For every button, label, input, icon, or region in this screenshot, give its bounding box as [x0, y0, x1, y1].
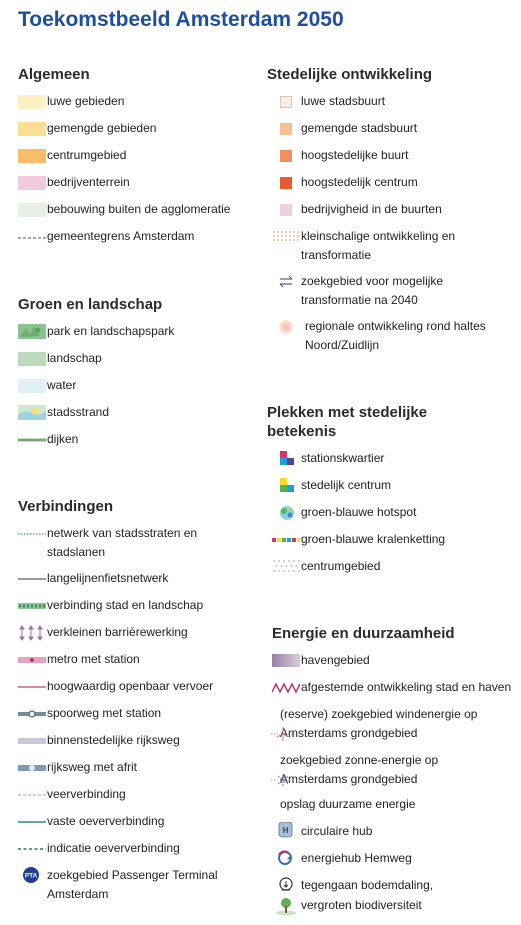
road-line-icon [18, 731, 46, 749]
legend-item-veerverbinding: veerverbinding [18, 785, 126, 804]
hub-icon [272, 822, 300, 840]
legend-item-stationskwartier: stationskwartier [272, 449, 384, 468]
dashed-line-icon [18, 227, 46, 245]
landschap-swatch-icon [18, 352, 46, 366]
ferry-line-icon [18, 785, 46, 803]
legend-item-hoogstedelijke-buurt: hoogstedelijke buurt [272, 146, 408, 165]
legend-item-energiehub: energiehub Hemweg [272, 849, 412, 868]
legend-item-bodemdaling: tegengaan bodemdaling, [272, 876, 433, 895]
legend-item-circulaire-hub: H circulaire hub [272, 822, 372, 841]
legend-item-verbinding-stad-landschap: verbinding stad en landschap [18, 596, 203, 615]
legend-item-kleinschalig: kleinschalige ontwikkeling en transformatie [272, 227, 492, 265]
subsidence-icon [272, 876, 300, 894]
legend-item-zonne-energie: zoekgebied zonne-energie op Amsterdams grondgebied [280, 753, 439, 786]
legend-item-fietsnetwerk: langelijnenfietsnetwerk [18, 569, 168, 588]
legend-item-regionale-ontwikkeling: regionale ontwikkeling rond haltes Noord/Zuidlijn [272, 317, 497, 355]
legend-item-dijken: dijken [18, 430, 78, 449]
legend-item-indicatie-oeververbinding: indicatie oeververbinding [18, 839, 180, 858]
swatch-gemengd-icon [18, 122, 46, 136]
harbour-swatch-icon [272, 651, 300, 669]
legend-item-hoogstedelijk-centrum: hoogstedelijk centrum [272, 173, 418, 192]
legend-item-kralenketting: groen-blauwe kralenketting [272, 530, 445, 549]
water-swatch-icon [18, 379, 46, 393]
section-title-verbindingen: Verbindingen [18, 498, 114, 515]
zigzag-line-icon [272, 678, 300, 696]
legend-item-opslag: opslag duurzame energie [280, 797, 416, 811]
legend-item-bedrijvigheid: bedrijvigheid in de buurten [272, 200, 442, 219]
legend-item-park: park en landschapspark [18, 322, 174, 341]
section-title-plekken: Plekken met stedelijke betekenis [267, 404, 428, 440]
section-title-algemeen: Algemeen [18, 66, 90, 83]
legend-item-transformatie-2040: zoekgebied voor mogelijke transformatie na 2040 [272, 272, 497, 310]
legend-item-stadsstraten: netwerk van stadsstraten en stadslanen [18, 524, 218, 562]
legend-item-gemengde-gebieden: gemengde gebieden [18, 119, 156, 138]
legend-item-windenergie: (reserve) zoekgebied windenergie op Amsterdams grondgebied [280, 707, 478, 740]
pta-icon [18, 866, 46, 884]
legend-item-luwe-gebieden: luwe gebieden [18, 92, 124, 111]
highway-line-icon [18, 758, 46, 776]
legend-item-landschap: landschap [18, 349, 102, 368]
legend-item-bebouwing-buiten: bebouwing buiten de agglomeratie [18, 200, 230, 219]
legend-item-gemengde-stadsbuurt: gemengde stadsbuurt [272, 119, 417, 138]
tree-icon [272, 896, 300, 916]
centre-dots-icon [272, 557, 300, 575]
dot-grid-icon [272, 227, 300, 245]
bridge-dashed-line-icon [18, 839, 46, 857]
legend-item-stad-haven: afgestemde ontwikkeling stad en haven [272, 678, 511, 697]
double-arrows-icon [18, 623, 46, 641]
legend-item-rijksweg-afrit: rijksweg met afrit [18, 758, 137, 777]
legend-item-barrierewerking: verkleinen barrièrewerking [18, 623, 188, 642]
legend-item-pta: PTA zoekgebied Passenger Terminal Amsterdam [18, 866, 238, 904]
legend-item-stadsstrand: stadsstrand [18, 403, 109, 422]
square-luwe-icon [280, 96, 292, 108]
legend-item-hotspot: groen-blauwe hotspot [272, 503, 416, 522]
swatch-centrum-icon [18, 149, 46, 163]
svg-text:PTA: PTA [24, 872, 38, 880]
sun-icon [270, 772, 296, 788]
legend-item-luwe-stadsbuurt: luwe stadsbuurt [272, 92, 385, 111]
hov-line-icon [18, 677, 46, 695]
thin-line-icon [18, 569, 46, 587]
swatch-bedrijven-icon [18, 176, 46, 190]
legend-item-water: water [18, 376, 76, 395]
square-hoog-icon [280, 150, 292, 162]
legend-item-hov: hoogwaardig openbaar vervoer [18, 677, 213, 696]
legend-item-centrumgebied-plek: centrumgebied [272, 557, 380, 576]
section-title-groen: Groen en landschap [18, 296, 163, 313]
svg-text:H: H [282, 826, 289, 835]
bead-chain-icon [272, 530, 300, 548]
legend-item-stedelijk-centrum: stedelijk centrum [272, 476, 391, 495]
legend-item-spoorweg: spoorweg met station [18, 704, 161, 723]
metro-line-icon [18, 650, 46, 668]
park-swatch-icon [18, 322, 46, 340]
swatch-luwe-icon [18, 95, 46, 109]
square-bedrijvigheid-icon [280, 204, 292, 216]
legend-item-centrumgebied: centrumgebied [18, 146, 126, 165]
section-title-energie: Energie en duurzaamheid [272, 625, 455, 642]
square-centrum-icon [280, 177, 292, 189]
square-gemengd-icon [280, 123, 292, 135]
dotted-green-line-icon [18, 524, 46, 542]
blush-circle-icon [272, 317, 300, 335]
legend-item-binnenstedelijke-rijksweg: binnenstedelijke rijksweg [18, 731, 180, 750]
city-centre-icon [272, 476, 300, 494]
legend-item-metro: metro met station [18, 650, 140, 669]
section-title-stedelijk: Stedelijke ontwikkeling [267, 66, 433, 83]
hotspot-icon [272, 503, 300, 521]
swatch-buiten-icon [18, 203, 46, 217]
strand-swatch-icon [18, 403, 46, 421]
legend-title: Toekomstbeeld Amsterdam 2050 [18, 8, 344, 31]
station-quarter-icon [272, 449, 300, 467]
legend-item-vaste-oeververbinding: vaste oeververbinding [18, 812, 164, 831]
energy-hub-icon [272, 849, 300, 867]
wind-icon [270, 726, 296, 742]
legend-item-havengebied: havengebied [272, 651, 370, 670]
rail-line-icon [18, 704, 46, 722]
legend-item-bedrijventerrein: bedrijventerrein [18, 173, 130, 192]
dijk-line-icon [18, 430, 46, 448]
exchange-arrows-icon [272, 272, 300, 290]
green-dotted-band-icon [18, 596, 46, 614]
legend-item-biodiversiteit: vergroten biodiversiteit [272, 896, 422, 915]
legend-item-gemeentegrens: gemeentegrens Amsterdam [18, 227, 194, 246]
bridge-line-icon [18, 812, 46, 830]
